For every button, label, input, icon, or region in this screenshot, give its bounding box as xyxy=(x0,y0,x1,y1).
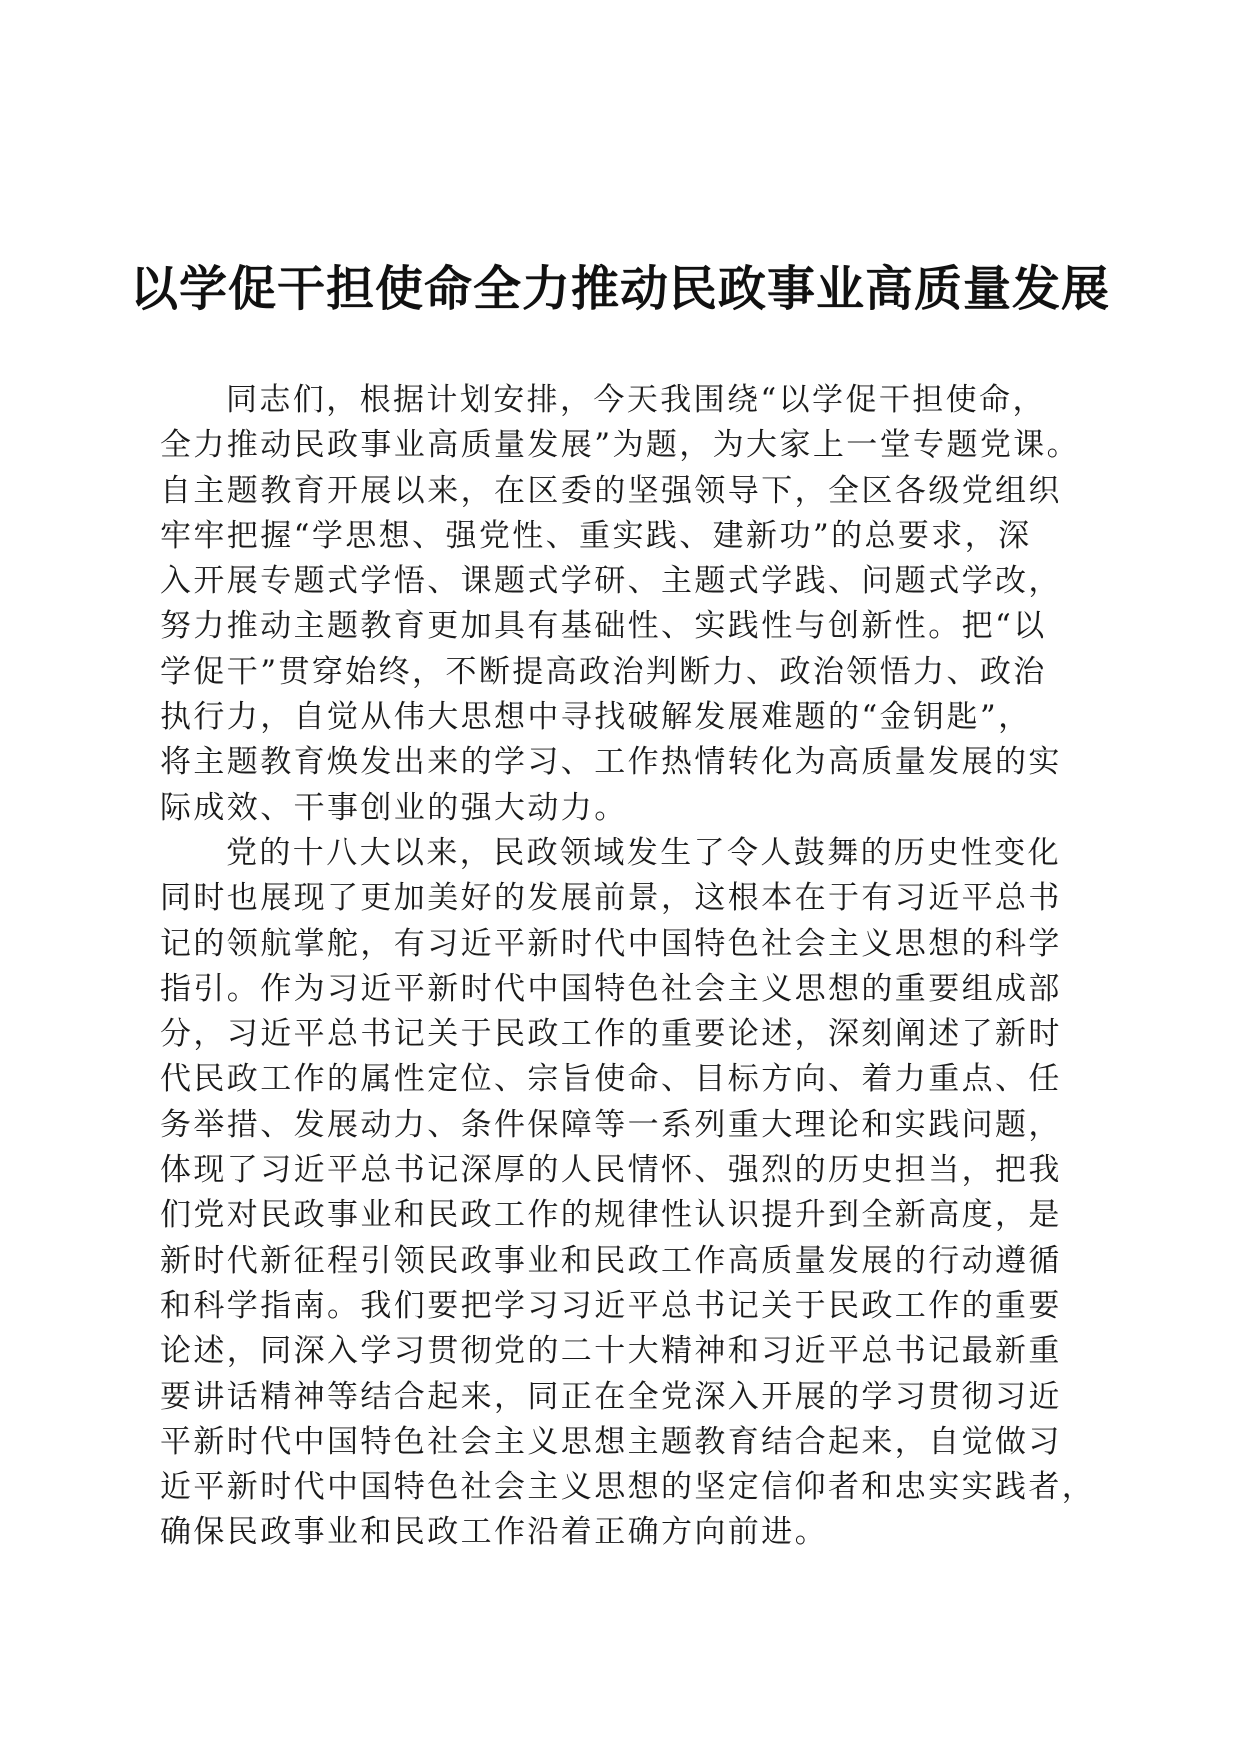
paragraph-line: 自主题教育开展以来，在区委的坚强领导下，全区各级党组织 xyxy=(160,472,1062,509)
paragraph-line: 同时也展现了更加美好的发展前景，这根本在于有习近平总书 xyxy=(160,880,1062,917)
paragraph-line: 全力推动民政事业高质量发展”为题，为大家上一堂专题党课。 xyxy=(160,427,1081,464)
paragraph-line: 努力推动主题教育更加具有基础性、实践性与创新性。把“以 xyxy=(160,608,1047,645)
paragraph-line: 入开展专题式学悟、课题式学研、主题式学践、问题式学改， xyxy=(160,563,1062,600)
paragraph-line: 牢牢把握“学思想、强党性、重实践、建新功”的总要求，深 xyxy=(160,517,1032,554)
paragraph-line: 平新时代中国特色社会主义思想主题教育结合起来，自觉做习 xyxy=(160,1423,1062,1460)
document-body xyxy=(160,378,1095,1556)
paragraph-line: 论述，同深入学习贯彻党的二十大精神和习近平总书记最新重 xyxy=(160,1333,1062,1370)
paragraph-line: 同志们，根据计划安排，今天我围绕“以学促干担使命， xyxy=(226,382,1046,418)
paragraph-1 xyxy=(160,378,1095,831)
paragraph-line: 执行力，自觉从伟大思想中寻找破解发展难题的“金钥匙”， xyxy=(160,699,1032,736)
paragraph-line: 新时代新征程引领民政事业和民政工作高质量发展的行动遵循 xyxy=(160,1242,1062,1279)
paragraph-line: 确保民政事业和民政工作沿着正确方向前进。 xyxy=(160,1514,828,1551)
paragraph-line: 党的十八大以来，民政领域发生了令人鼓舞的历史性变化 xyxy=(226,834,1061,871)
paragraph-line: 近平新时代中国特色社会主义思想的坚定信仰者和忠实实践者， xyxy=(160,1469,1096,1506)
paragraph-line: 记的领航掌舵，有习近平新时代中国特色社会主义思想的科学 xyxy=(160,925,1062,962)
paragraph-line: 体现了习近平总书记深厚的人民情怀、强烈的历史担当，把我 xyxy=(160,1152,1062,1189)
paragraph-line: 指引。作为习近平新时代中国特色社会主义思想的重要组成部 xyxy=(160,970,1062,1007)
paragraph-2 xyxy=(160,831,1095,1556)
paragraph-line: 学促干”贯穿始终，不断提高政治判断力、政治领悟力、政治 xyxy=(160,653,1047,690)
paragraph-line: 要讲话精神等结合起来，同正在全党深入开展的学习贯彻习近 xyxy=(160,1378,1062,1415)
paragraph-line: 和科学指南。我们要把学习习近平总书记关于民政工作的重要 xyxy=(160,1287,1062,1324)
paragraph-line: 际成效、干事创业的强大动力。 xyxy=(160,789,628,826)
document-title: 以学促干担使命全力推动民政事业高质量发展 xyxy=(129,261,1110,318)
paragraph-line: 务举措、发展动力、条件保障等一系列重大理论和实践问题， xyxy=(160,1106,1062,1143)
paragraph-line: 将主题教育焕发出来的学习、工作热情转化为高质量发展的实 xyxy=(160,744,1062,781)
paragraph-line: 们党对民政事业和民政工作的规律性认识提升到全新高度，是 xyxy=(160,1197,1062,1234)
paragraph-line: 代民政工作的属性定位、宗旨使命、目标方向、着力重点、任 xyxy=(160,1061,1062,1098)
paragraph-line: 分，习近平总书记关于民政工作的重要论述，深刻阐述了新时 xyxy=(160,1016,1062,1053)
